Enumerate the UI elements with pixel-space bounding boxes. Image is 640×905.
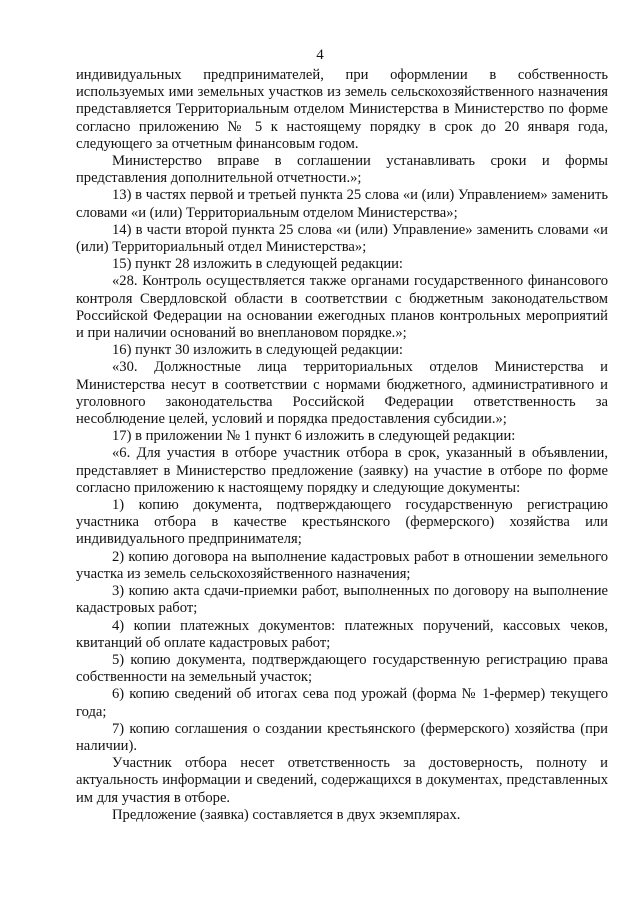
list-item-4: 4) копии платежных документов: платежных поручений, кассовых чеков, квитанций об оплате кадастровых работ; (76, 617, 608, 651)
paragraph-item-17: 17) в приложении № 1 пункт 6 изложить в следующей редакции: (112, 428, 516, 445)
paragraph-ministry-reporting: Министерство вправе в соглашении устанавливать сроки и формы представления дополнительной отчетности.»; (76, 153, 608, 187)
paragraph-item-14: 14) в части второй пункта 25 слова «и (или) Управление» заменить словами «и (или) Территориальный отдел Министерства»; (76, 221, 608, 256)
list-item-3: 3) копию акта сдачи-приемки работ, выполненных по договору на выполнение кадастровых работ; (76, 583, 608, 617)
list-item-1: 1) копию документа, подтверждающего государственную регистрацию участника отбора в качестве крестьянского (фермерского) хозяйства или индивидуального предпринимателя; (76, 497, 608, 548)
paragraph-responsibility: Участник отбора несет ответственность за достоверность, полноту и актуальность информации и сведений, содержащихся в документах, представленных им для участия в отборе. (76, 755, 608, 806)
paragraph-point-28: «28. Контроль осуществляется также органами государственного финансового контроля Свердловской области в соответствии с бюджетным законодательством Российской Федерации на основании ежегодных планов контрольных мероприятий и при наличии оснований во внеплановом порядке.»; (76, 273, 608, 342)
paragraph-item-16: 16) пункт 30 изложить в следующей редакции: (112, 342, 403, 359)
paragraph-copies: Предложение (заявка) составляется в двух экземплярах. (112, 806, 461, 823)
list-item-6: 6) копию сведений об итогах сева под урожай (форма № 1-фермер) текущего года; (76, 686, 608, 720)
paragraph-item-13: 13) в частях первой и третьей пункта 25 слова «и (или) Управлением» заменить словами «и (или) Территориальным отделом Министерства»; (76, 187, 608, 221)
paragraph-point-6: «6. Для участия в отборе участник отбора в срок, указанный в объявлении, представляет в Министерство предложение (заявку) на участие в отборе по форме согласно приложению к настоящему порядку и следующие документы: (76, 445, 608, 496)
document-body (76, 67, 608, 824)
list-item-7: 7) копию соглашения о создании крестьянского (фермерского) хозяйства (при наличии). (76, 720, 608, 754)
list-item-5: 5) копию документа, подтверждающего государственную регистрацию права собственности на земельный участок; (76, 651, 608, 686)
paragraph-item-15: 15) пункт 28 изложить в следующей редакции: (112, 256, 403, 273)
list-item-2: 2) копию договора на выполнение кадастровых работ в отношении земельного участка из земель сельскохозяйственного назначения; (76, 548, 608, 582)
paragraph-continuation: индивидуальных предпринимателей, при оформлении в собственность используемых ими земельных участков из земель сельскохозяйственного назначения представляется Территориальным отделом Министерства в Министерство по форме согласно приложению № 5 к настоящему порядку в срок до 20 января года, следующего за отчетным финансовым годом. (76, 67, 608, 152)
paragraph-point-30: «30. Должностные лица территориальных отделов Министерства и Министерства несут в соответствии с нормами бюджетного, административного и уголовного законодательства Российской Федерации ответственность за несоблюдение целей, условий и порядка предоставления субсидии.»; (76, 359, 608, 428)
page-number: 4 (316, 47, 324, 63)
